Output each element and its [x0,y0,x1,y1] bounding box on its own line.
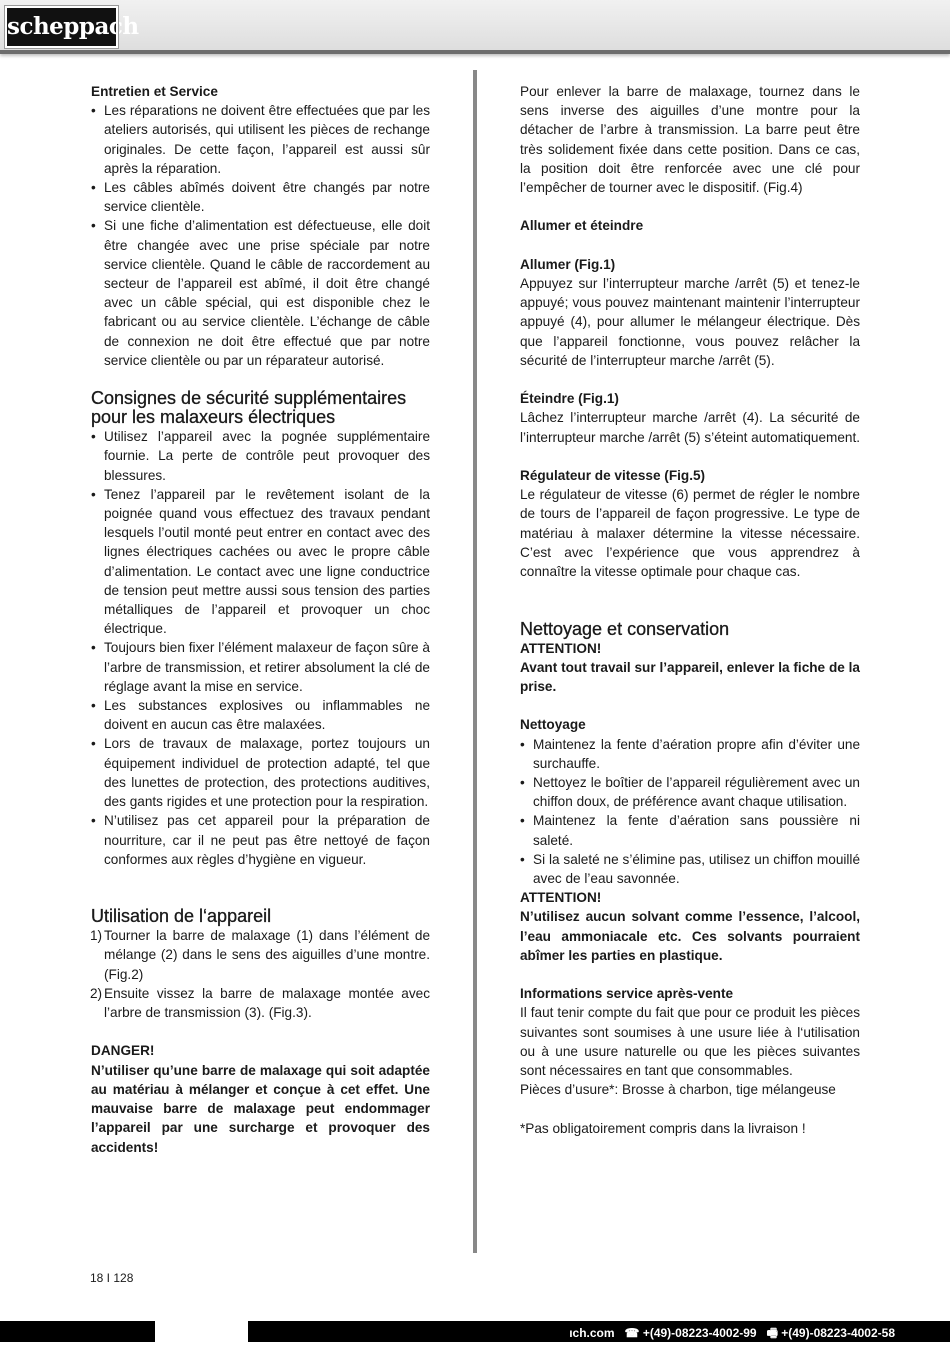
list-item: • Les câbles abîmés doivent être changés par notre service clientèle. [91,178,430,216]
list-item: • Toujours bien fixer l’élément malaxeur de façon sûre à l’arbre de transmission, et retirer absolument la clé de réglage avant la mise en service. [91,638,430,696]
subtitle-switch-off: Éteindre (Fig.1) [520,391,619,407]
subtitle-switch-on: Allumer (Fig.1) [520,256,616,272]
section-title-safety-line2: pour les malaxeurs électriques [91,407,336,428]
list-item: • Nettoyez le boîtier de l’appareil régulièrement avec un chiffon doux, de préférence avant chaque utilisation. [520,773,860,811]
list-item: • Si la saleté ne s’élimine pas, utilisez un chiffon mouillé avec de l’eau savonnée. [520,850,860,888]
page-number: 18 I 128 [90,1271,134,1285]
danger-text: N’utiliser qu’une barre de malaxage qui soit adaptée au matériau à mélanger et conçue à cet effet. Une mauvaise barre de malaxage peut endommager l’appareil par une surcharge et provoquer des accidents! [91,1062,430,1155]
maintenance-list [91,101,430,370]
wear-parts-text: Pièces d’usure*: Brosse à charbon, tige mélangeuse [520,1082,836,1098]
section-title-maintenance: Entretien et Service [91,84,218,99]
footer-gap [155,1321,248,1342]
page-header [0,0,950,54]
attention-text: Avant tout travail sur l’appareil, enlever la fiche de la prise. [520,659,860,694]
section-title-onoff: Allumer et éteindre [520,218,644,234]
scheppach-logo: scheppach [5,6,118,48]
cleaning-list [520,735,860,889]
usage-step: 1) Tourner la barre de malaxage (1) dans l’élément de mélange (2) dans le sens des aiguilles d’une montre. (Fig.2) [90,928,430,982]
list-item: • Les réparations ne doivent être effectuées que par les ateliers autorisés, qui utilisent les pièces de rechange originales. De cette façon, l’appareil est aussi sûr après la réparation. [91,101,430,178]
list-item: • Tenez l’appareil par le revêtement isolant de la poignée quand vous effectuez des travaux pendant lesquels l’outil monté peut entrer en contact avec des lignes électriques cachées ou avec le propre câble d’alimentation. Le contact avec une ligne conductrice de tension peut mettre aussi sous tension des parties métalliques de l’appareil et provoquer un choc électrique. [91,485,430,639]
footer-contact: ıch.com ☎ +(49)-08223-4002-99 🖷 +(49)-08223-4002-58 [569,1326,895,1340]
section-title-safety-line1: Consignes de sécurité supplémentaires [91,388,407,409]
subtitle-cleaning: Nettoyage [520,717,586,733]
after-sales-text: Il faut tenir compte du fait que pour ce produit les pièces suivantes sont soumises à une usure liée à l‘utilisation ou à une usure naturelle ou que les pièces suivantes sont nécessaires en tant que consommables. [520,1005,860,1079]
switch-on-text: Appuyez sur l’interrupteur marche /arrêt (5) et tenez-le appuyé; vous pouvez maintenant maintenir l’interrupteur appuyé (4), pour allumer le mélangeur électrique. Dès que l’appareil fonctionne, vous pouvez relâcher la sécurité de l’interrupteur marche /arrêt (5). [520,276,860,368]
list-item: • Maintenez la fente d’aération propre afin d’éviter une surchauffe. [520,735,860,773]
subtitle-after-sales: Informations service après-vente [520,986,734,1002]
removal-paragraph: Pour enlever la barre de malaxage, tournez dans le sens inverse des aiguilles d’une montre pour la détacher de l’arbre à transmission. La barre peut être très solidement fixée dans cette position. Dans ce cas, la position doit être renforcée avec une clé pour l’empêcher de tourner avec le dispositif. (Fig.4) [520,84,860,196]
danger-title: DANGER! [91,1043,155,1059]
subtitle-speed-regulator: Régulateur de vitesse (Fig.5) [520,468,706,483]
list-item: • N’utilisez pas cet appareil pour la préparation de nourriture, car il ne peut pas être nettoyé de façon conformes aux règles d’hygiène en vigueur. [91,811,430,869]
attention-title: ATTENTION! [520,640,602,656]
list-item: • Maintenez la fente d’aération sans poussière ni saleté. [520,811,860,849]
footnote: *Pas obligatoirement compris dans la livraison ! [520,1120,806,1136]
left-column [91,82,430,1157]
attention-solvent-text: N’utilisez aucun solvant comme l’essence, l’alcool, l’eau ammoniacale etc. Ces solvants pourraient abîmer les parties en plastique. [520,909,860,963]
speed-regulator-text: Le régulateur de vitesse (6) permet de régler le nombre de tours de l’appareil de façon progressive. Le type de matériau à malaxer détermine la vitesse nécessaire. C’est avec l’expérience que vous apprendrez à connaître la vitesse optimale pour chaque cas. [520,487,860,580]
usage-step: 2) Ensuite vissez la barre de malaxage montée avec l’arbre de transmission (3). (Fig.3). [90,985,430,1021]
section-title-usage: Utilisation de l‘appareil [91,906,272,927]
switch-off-text: Lâchez l’interrupteur marche /arrêt (4). La sécurité de l’interrupteur marche /arrêt (5) s’éteint automatiquement. [520,410,860,445]
section-title-cleaning: Nettoyage et conservation [520,618,730,639]
list-item: • Lors de travaux de malaxage, portez toujours un équipement individuel de protection adapté, tel que des lunettes de protection, des protections auditives, des gants rigides et une protection pour la respiration. [91,734,430,811]
right-column [520,82,860,1138]
column-divider [473,70,477,1253]
usage-steps [91,926,430,1022]
safety-list [91,427,430,869]
list-item: • Les substances explosives ou inflammables ne doivent en aucun cas être malaxées. [91,696,430,734]
attention-title: ATTENTION! [520,890,602,906]
list-item: • Si une fiche d’alimentation est défectueuse, elle doit être changée avec une prise spéciale par notre service clientèle. Quand le câble de raccordement au secteur de l’appareil est abîmé, il doit être changé avec un câble spécial, qui est disponible chez le fabricant ou au service clientèle. L’échange de câble de connexion ne doit être effectué que par notre service clientèle ou par un réparateur autorisé. [91,216,430,370]
list-item: • Utilisez l’appareil avec la pognée supplémentaire fournie. La perte de contrôle peut provoquer des blessures. [91,427,430,485]
